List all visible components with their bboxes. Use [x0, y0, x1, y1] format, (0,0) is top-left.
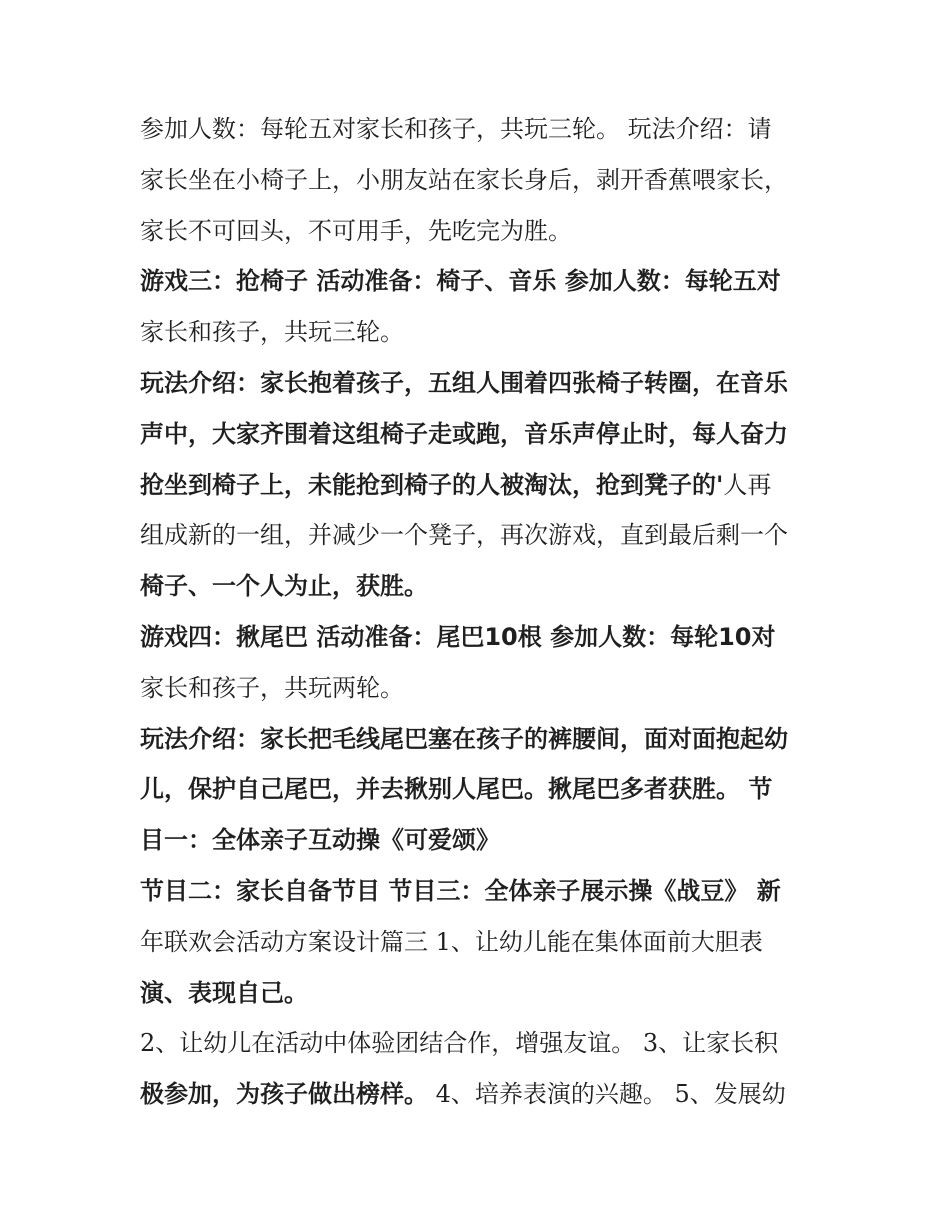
text-segment: 人再 [723, 470, 772, 499]
text-segment: 抢坐到椅子上，未能抢到椅子的人被淘汰，抢到凳子的' [140, 470, 724, 499]
document-body [140, 104, 830, 1120]
text-line [140, 104, 830, 155]
text-line [140, 866, 830, 917]
text-line [140, 307, 830, 358]
text-segment: 声中，大家齐围着这组椅子走或跑，音乐声停止时，每人奋力 [140, 419, 788, 448]
text-line [140, 917, 830, 968]
text-segment: 演、表现自己。 [140, 978, 308, 1007]
text-line [140, 1069, 830, 1120]
text-segment: 4、培养表演的兴趣。 5、发展幼 [428, 1080, 786, 1109]
text-line [140, 409, 830, 460]
text-segment: 极参加，为孩子做出榜样。 [140, 1080, 428, 1109]
text-line [140, 206, 830, 257]
text-line [140, 460, 830, 511]
text-line [140, 612, 830, 663]
text-line [140, 256, 830, 307]
text-line [140, 764, 830, 815]
text-line [140, 155, 830, 206]
text-segment: 椅子、一个人为止，获胜。 [140, 572, 428, 601]
text-segment: 2、让幼儿在活动中体验团结合作，增强友谊。 3、让家长积 [140, 1029, 779, 1058]
text-segment: 玩法介绍：家长把毛线尾巴塞在孩子的裤腰间，面对面抱起幼 [140, 724, 788, 753]
text-segment: 玩法介绍：家长抱着孩子，五组人围着四张椅子转圈，在音乐 [140, 368, 788, 397]
text-segment: 参加人数：每轮五对家长和孩子，共玩三轮。 玩法介绍：请 [140, 115, 772, 143]
text-line [140, 358, 830, 409]
text-line [140, 663, 830, 714]
text-segment: 家长坐在小椅子上，小朋友站在家长身后，剥开香蕉喂家长， [140, 165, 788, 194]
text-segment: 儿，保护自己尾巴，并去揪别人尾巴。揪尾巴多者获胜。 节 [140, 775, 773, 804]
text-segment: 家长不可回头，不可用手，先吃完为胜。 [140, 216, 572, 245]
text-line [140, 1018, 830, 1069]
text-segment: 节目二：家长自备节目 节目三：全体亲子展示操《战豆》 新 [140, 876, 781, 905]
text-segment: 目一：全体亲子互动操《可爱颂》 [140, 826, 500, 855]
text-line [140, 815, 830, 866]
text-segment: 家长和孩子，共玩两轮。 [140, 673, 404, 702]
text-segment: 年联欢会活动方案设计篇三 1、让幼儿能在集体面前大胆表 [140, 927, 763, 956]
text-line [140, 561, 830, 612]
text-segment: 组成新的一组，并减少一个凳子，再次游戏，直到最后剩一个 [140, 521, 788, 550]
text-line [140, 714, 830, 765]
text-line [140, 968, 830, 1019]
text-line [140, 510, 830, 561]
text-segment: 家长和孩子，共玩三轮。 [140, 318, 404, 347]
text-segment: 游戏三：抢椅子 活动准备：椅子、音乐 参加人数：每轮五对 [140, 267, 781, 296]
text-segment: 游戏四：揪尾巴 活动准备：尾巴10根 参加人数：每轮10对 [140, 622, 776, 651]
